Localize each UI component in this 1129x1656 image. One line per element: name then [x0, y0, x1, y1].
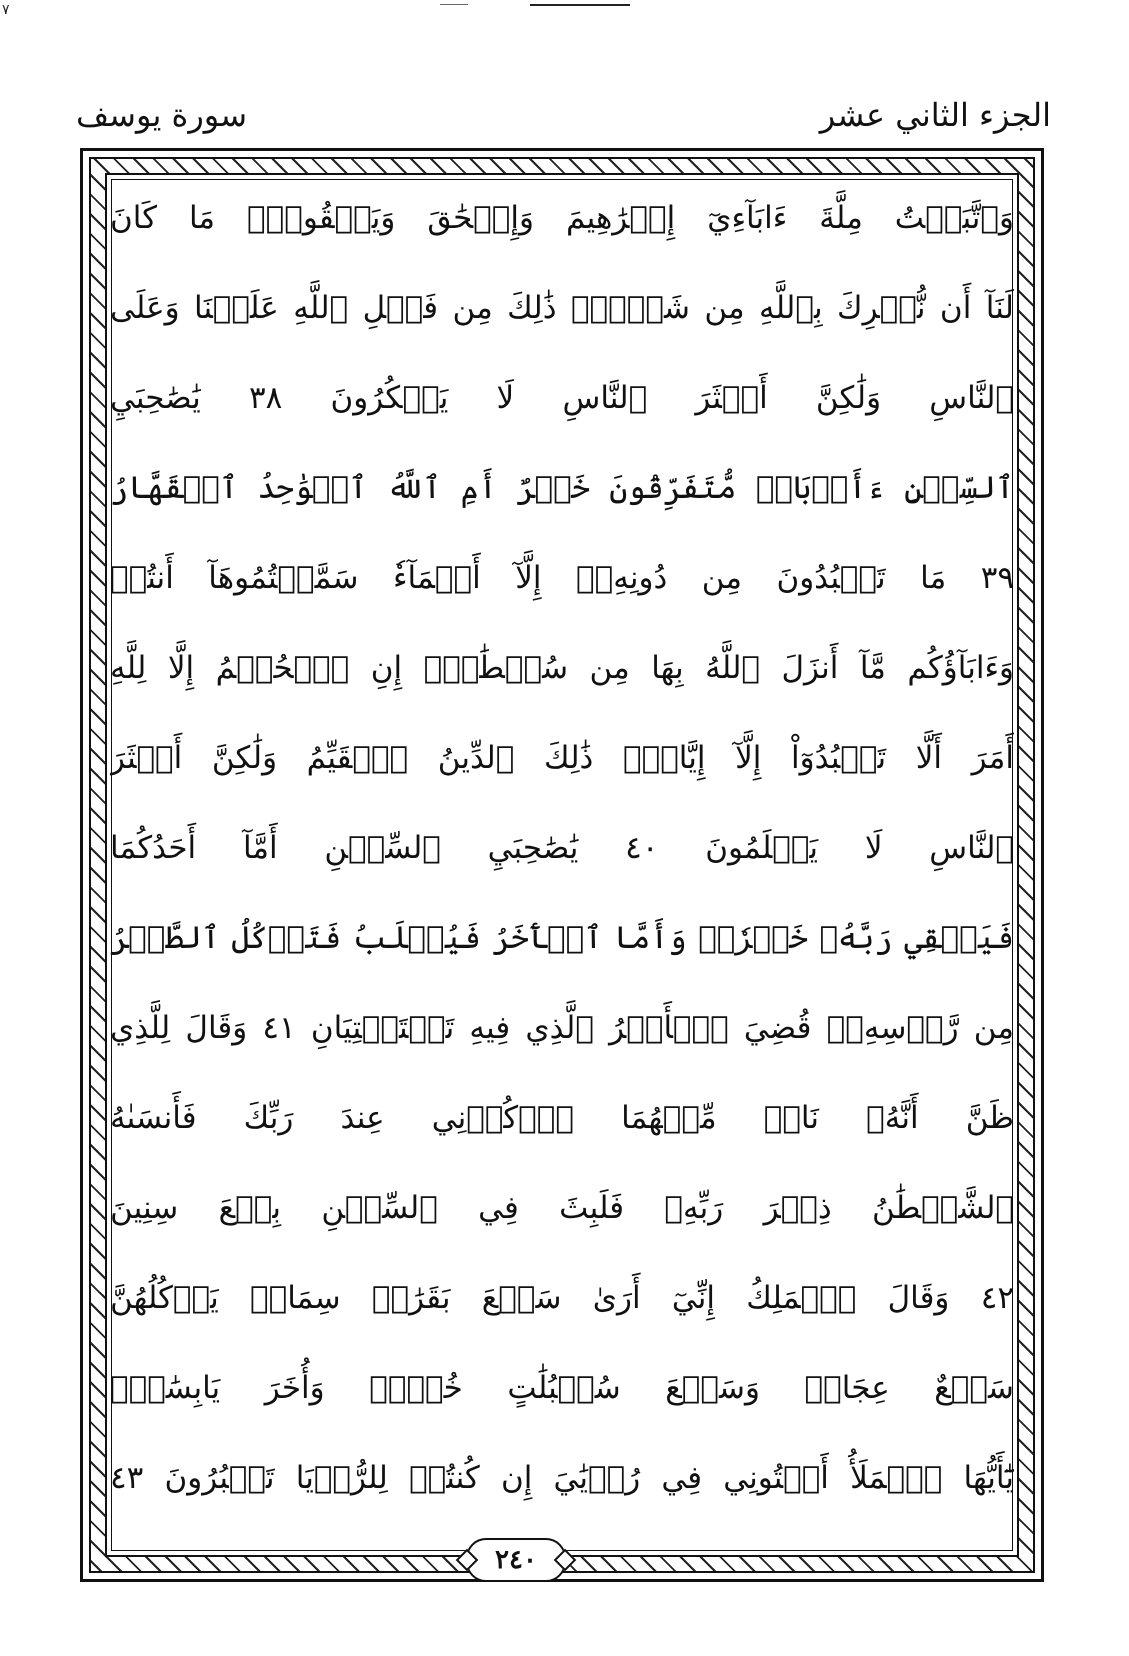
- text-line-7: أَمَرَ أَلَّا تَعۡبُدُوٓاْ إِلَّآ إِيَّاهُۚ ذَٰلِكَ ٱلدِّينُ ٱلۡقَيِّمُ وَلَٰكِنَّ أَكۡثَرَ: [110, 740, 1014, 776]
- text-line-10: مِن رَّأۡسِهِۦۚ قُضِيَ ٱلۡأَمۡرُ ٱلَّذِي فِيهِ تَسۡتَفۡتِيَانِ ٤١ وَقَالَ لِلَّذِي: [110, 1010, 1014, 1046]
- surah-title: سورة يوسف: [76, 96, 248, 134]
- scan-line-mark-small: [440, 4, 468, 5]
- text-line-4: ٱلسِّجۡنِ ءَأَرۡبَابٞ مُّتَفَرِّقُونَ خَيۡرٌ أَمِ ٱللَّهُ ٱلۡوَٰحِدُ ٱلۡقَهَّارُ: [110, 470, 1014, 506]
- page-header: [76, 96, 1051, 150]
- page-number: ٢٤٠: [466, 1538, 566, 1582]
- text-line-15: يَٰٓأَيُّهَا ٱلۡمَلَأُ أَفۡتُونِي فِي رُءۡيَٰيَ إِن كُنتُمۡ لِلرُّءۡيَا تَعۡبُرُونَ ٤٣: [110, 1460, 1014, 1496]
- text-line-12: ٱلشَّيۡطَٰنُ ذِكۡرَ رَبِّهِۦ فَلَبِثَ فِي ٱلسِّجۡنِ بِضۡعَ سِنِينَ: [110, 1190, 1014, 1226]
- quran-text-area: [110, 176, 1014, 1536]
- scan-line-mark: [530, 4, 630, 6]
- scan-mark: ٧: [2, 2, 10, 18]
- juz-title: الجزء الثاني عشر: [819, 96, 1051, 134]
- text-line-13: ٤٢ وَقَالَ ٱلۡمَلِكُ إِنِّيٓ أَرَىٰ سَبۡعَ بَقَرَٰتٖ سِمَانٖ يَأۡكُلُهُنَّ: [110, 1280, 1014, 1316]
- text-line-3: ٱلنَّاسِ وَلَٰكِنَّ أَكۡثَرَ ٱلنَّاسِ لَا يَشۡكُرُونَ ٣٨ يَٰصَٰحِبَيِ: [110, 380, 1014, 416]
- text-line-5: ٣٩ مَا تَعۡبُدُونَ مِن دُونِهِۦٓ إِلَّآ أَسۡمَآءٗ سَمَّيۡتُمُوهَآ أَنتُمۡ: [110, 560, 1014, 596]
- text-line-11: ظَنَّ أَنَّهُۥ نَاجٖ مِّنۡهُمَا ٱذۡكُرۡنِي عِندَ رَبِّكَ فَأَنسَىٰهُ: [110, 1100, 1014, 1136]
- text-line-6: وَءَابَآؤُكُم مَّآ أَنزَلَ ٱللَّهُ بِهَا مِن سُلۡطَٰنٍۚ إِنِ ٱلۡحُكۡمُ إِلَّا لِلَّهِ: [110, 650, 1014, 686]
- text-line-2: لَنَآ أَن نُّشۡرِكَ بِٱللَّهِ مِن شَيۡءٖۚ ذَٰلِكَ مِن فَضۡلِ ٱللَّهِ عَلَيۡنَا وَعَلَى: [110, 290, 1014, 326]
- text-line-1: وَٱتَّبَعۡتُ مِلَّةَ ءَابَآءِيٓ إِبۡرَٰهِيمَ وَإِسۡحَٰقَ وَيَعۡقُوبَۚ مَا كَانَ: [110, 200, 1014, 236]
- text-line-8: ٱلنَّاسِ لَا يَعۡلَمُونَ ٤٠ يَٰصَٰحِبَيِ ٱلسِّجۡنِ أَمَّآ أَحَدُكُمَا: [110, 830, 1014, 866]
- text-line-14: سَبۡعٌ عِجَافٞ وَسَبۡعَ سُنۢبُلَٰتٍ خُضۡرٖ وَأُخَرَ يَابِسَٰتٖۖ: [110, 1370, 1014, 1406]
- text-line-9: فَيَسۡقِي رَبَّهُۥ خَمۡرٗاۖ وَأَمَّا ٱلۡأٓخَرُ فَيُصۡلَبُ فَتَأۡكُلُ ٱلطَّيۡرُ: [110, 920, 1014, 956]
